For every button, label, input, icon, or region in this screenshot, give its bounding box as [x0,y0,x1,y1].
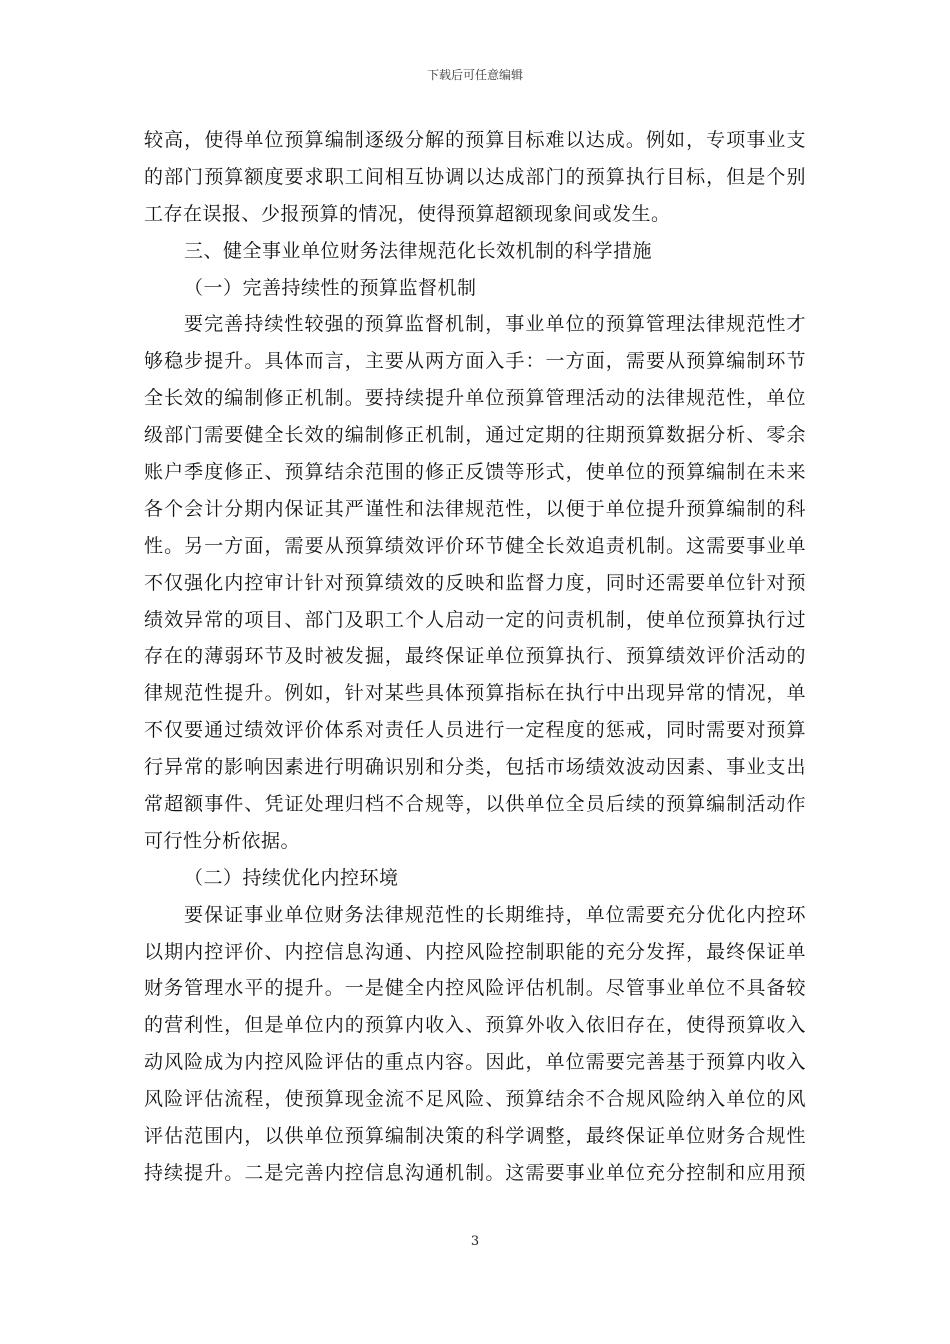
body-line: 要完善持续性较强的预算监督机制，事业单位的预算管理法律规范性才 [184,313,806,336]
body-line: 可行性分析依据。 [144,829,301,852]
body-line: 不仅要通过绩效评价体系对责任人员进行一定程度的惩戒，同时需要对预算 [144,719,806,742]
subsection-heading: （二）持续优化内控环境 [184,866,399,889]
body-line: 律规范性提升。例如，针对某些具体预算指标在执行中出现异常的情况，单 [144,682,806,705]
body-line: 持续提升。二是完善内控信息沟通机制。这需要事业单位充分控制和应用预 [144,1161,806,1184]
body-line: 动风险成为内控风险评估的重点内容。因此，单位需要完善基于预算内收入 [144,1051,806,1074]
document-body [144,122,806,1192]
body-line: 要保证事业单位财务法律规范性的长期维持，单位需要充分优化内控环 [184,903,806,926]
body-line: 财务管理水平的提升。一是健全内控风险评估机制。尽管事业单位不具备较 [144,977,806,1000]
body-line: 性。另一方面，需要从预算绩效评价环节健全长效追责机制。这需要事业单 [144,534,806,557]
body-line: 较高，使得单位预算编制逐级分解的预算目标难以达成。例如，专项事业支 [144,129,806,151]
body-line: 风险评估流程，使预算现金流不足风险、预算结余不合规风险纳入单位的风 [144,1088,806,1111]
body-line: 行异常的影响因素进行明确识别和分类，包括市场绩效波动因素、事业支出 [144,756,806,779]
body-line: 以期内控评价、内控信息沟通、内控风险控制职能的充分发挥，最终保证单 [144,940,806,963]
body-line: 够稳步提升。具体而言，主要从两方面入手：一方面，需要从预算编制环节 [144,350,806,373]
subsection-heading: （一）完善持续性的预算监督机制 [184,276,477,299]
body-line: 不仅强化内控审计针对预算绩效的反映和监督力度，同时还需要单位针对预 [144,571,806,594]
body-line: 的部门预算额度要求职工间相互协调以达成部门的预算执行目标，但是个别 [144,165,806,188]
body-line: 存在的薄弱环节及时被发掘，最终保证单位预算执行、预算绩效评价活动的 [144,645,806,668]
body-line: 全长效的编制修正机制。要持续提升单位预算管理活动的法律规范性，单位 [144,387,806,410]
body-line: 账户季度修正、预算结余范围的修正反馈等形式，使单位的预算编制在未来 [144,461,806,484]
page-header: 下载后可任意编辑 [426,68,523,82]
body-line: 各个会计分期内保证其严谨性和法律规范性，以便于单位提升预算编制的科 [144,497,806,520]
body-line: 绩效异常的项目、部门及职工个人启动一定的问责机制，使单位预算执行过 [144,608,806,631]
page-number: 3 [470,1234,480,1249]
body-line: 的营利性，但是单位内的预算内收入、预算外收入依旧存在，使得预算收入 [144,1014,806,1037]
body-line: 工存在误报、少报预算的情况，使得预算超额现象间或发生。 [144,202,671,225]
section-heading: 三、健全事业单位财务法律规范化长效机制的科学措施 [184,239,653,262]
body-line: 级部门需要健全长效的编制修正机制，通过定期的往期预算数据分析、零余 [144,424,806,447]
body-line: 常超额事件、凭证处理归档不合规等，以供单位全员后续的预算编制活动作 [144,793,806,816]
body-line: 评估范围内，以供单位预算编制决策的科学调整，最终保证单位财务合规性 [144,1125,806,1148]
